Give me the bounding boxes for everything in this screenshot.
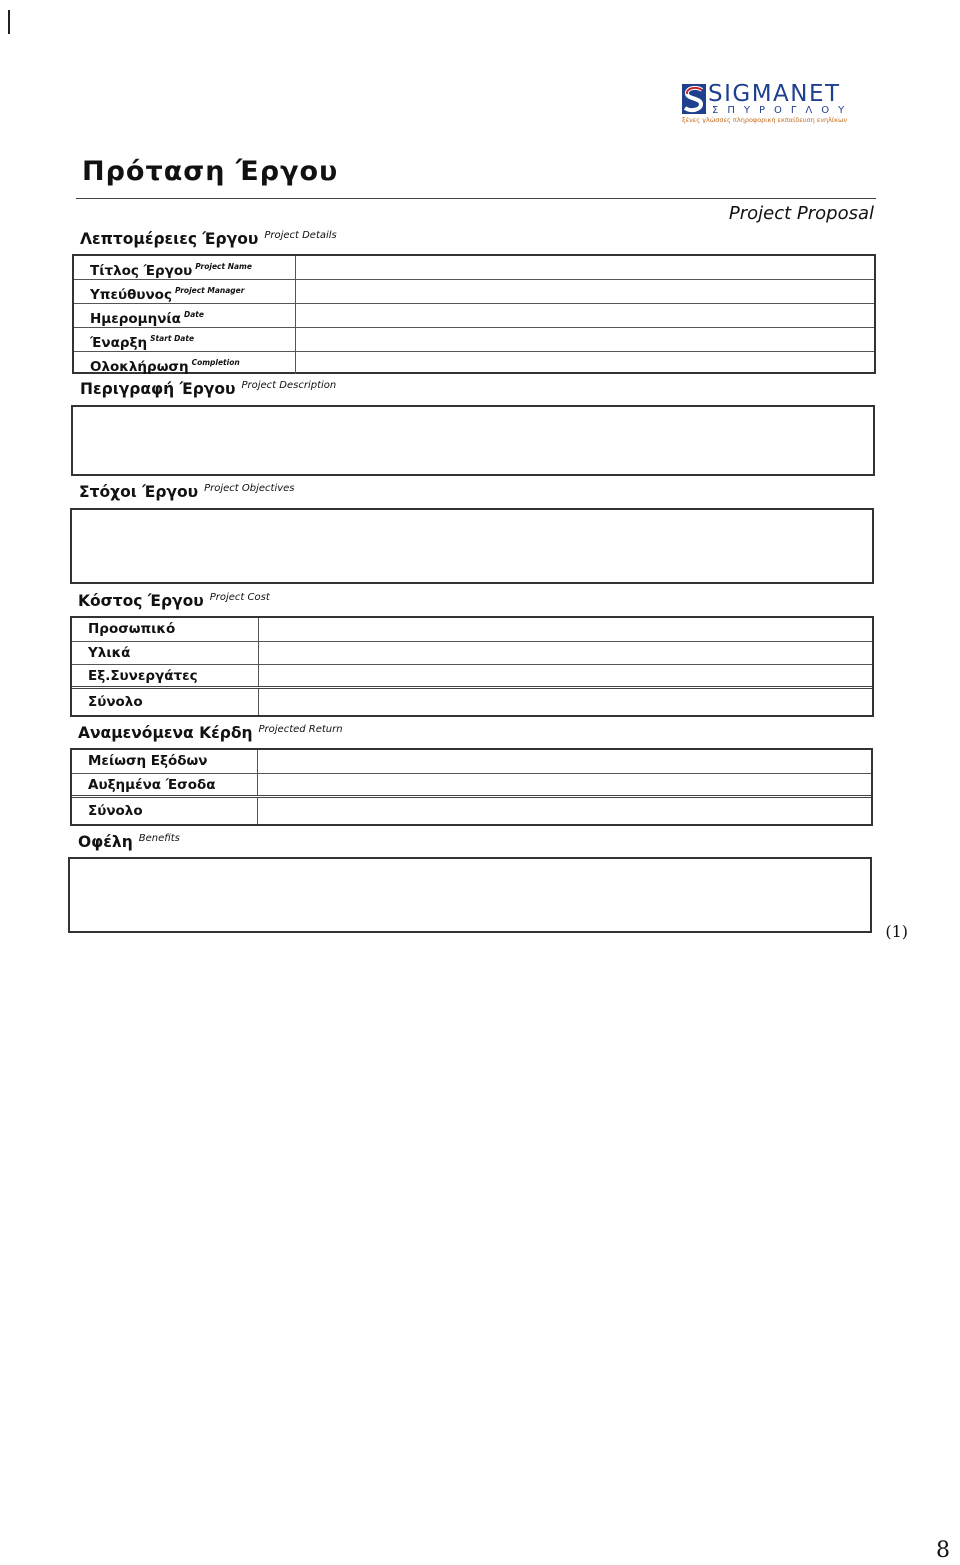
section-project-description	[80, 380, 336, 398]
table-row	[72, 689, 872, 715]
page-number: 8	[936, 1538, 950, 1563]
row-label: Αυξημένα Έσοδα	[72, 774, 258, 795]
personnel-cost-field[interactable]	[259, 618, 872, 641]
table-row	[72, 642, 872, 665]
section-label: Στόχοι Έργου	[79, 483, 199, 501]
row-label: Τίτλος Έργου $^{Project Name}$	[74, 256, 296, 279]
section-label: Κόστος Έργου	[78, 592, 204, 610]
table-row	[74, 328, 874, 352]
section-projected-return	[78, 724, 343, 742]
logo-s-mark-icon	[682, 84, 706, 114]
section-label: Λεπτομέρειες Έργου	[80, 230, 259, 248]
row-label: Εξ.Συνεργάτες	[72, 665, 259, 686]
benefits-field[interactable]	[68, 857, 872, 933]
title-divider	[76, 198, 876, 199]
section-label: Αναμενόμενα Κέρδη	[78, 724, 253, 742]
row-label: Έναρξη $^{Start Date}$	[74, 328, 296, 351]
external-partners-cost-field[interactable]	[259, 665, 872, 686]
project-objectives-field[interactable]	[70, 508, 874, 584]
return-total-field[interactable]	[258, 798, 871, 824]
logo-name: SIGMANET	[708, 81, 841, 107]
section-label-en: Project Cost	[209, 592, 270, 603]
margin-mark	[8, 10, 10, 34]
sigmanet-logo	[682, 82, 878, 128]
project-cost-table	[70, 616, 874, 717]
row-label: Υλικά	[72, 642, 259, 664]
row-label: Σύνολο	[72, 689, 259, 715]
figure-note: (1)	[885, 922, 908, 941]
date-field[interactable]	[296, 304, 874, 327]
completion-field[interactable]	[296, 352, 874, 374]
table-row	[72, 774, 871, 798]
table-row	[72, 798, 871, 824]
section-label: Περιγραφή Έργου	[80, 380, 236, 398]
row-label: Ημερομηνία $^{Date}$	[74, 304, 296, 327]
project-details-table	[72, 254, 876, 374]
table-row	[74, 304, 874, 328]
start-date-field[interactable]	[296, 328, 874, 351]
section-label-en: Projected Return	[258, 724, 343, 735]
row-label: Προσωπικό	[72, 618, 259, 641]
project-description-field[interactable]	[71, 405, 875, 476]
row-label: Υπεύθυνος $^{Project Manager}$	[74, 280, 296, 303]
logo-subname: ΣΠΥΡΟΓΛΟΥ	[712, 105, 854, 116]
section-label-en: Project Description	[241, 380, 337, 391]
table-row	[72, 618, 872, 642]
project-name-field[interactable]	[296, 256, 874, 279]
logo-tagline: ξένες γλώσσες πληροφορική εκπαίδευση ενηλίκων	[682, 116, 848, 124]
row-label: Μείωση Εξόδων	[72, 750, 258, 773]
cost-total-field[interactable]	[259, 689, 872, 715]
section-label: Οφέλη	[78, 833, 133, 851]
section-benefits	[78, 833, 180, 851]
page-title: Πρόταση Έργου	[82, 156, 339, 187]
page-subtitle: Project Proposal	[728, 203, 874, 224]
section-project-cost	[78, 592, 270, 610]
table-row	[74, 256, 874, 280]
table-row	[74, 280, 874, 304]
section-label-en: Project Details	[264, 230, 337, 241]
section-project-objectives	[79, 483, 295, 501]
row-label: Σύνολο	[72, 798, 258, 824]
cost-reduction-field[interactable]	[258, 750, 871, 773]
section-label-en: Benefits	[138, 833, 180, 844]
table-row	[72, 665, 872, 689]
section-project-details	[80, 230, 337, 248]
projected-return-table	[70, 748, 873, 826]
materials-cost-field[interactable]	[259, 642, 872, 664]
increased-revenue-field[interactable]	[258, 774, 871, 795]
table-row	[72, 750, 871, 774]
table-row	[74, 352, 874, 374]
project-manager-field[interactable]	[296, 280, 874, 303]
section-label-en: Project Objectives	[204, 483, 295, 494]
row-label: Ολοκλήρωση $^{Completion}$	[74, 352, 296, 374]
